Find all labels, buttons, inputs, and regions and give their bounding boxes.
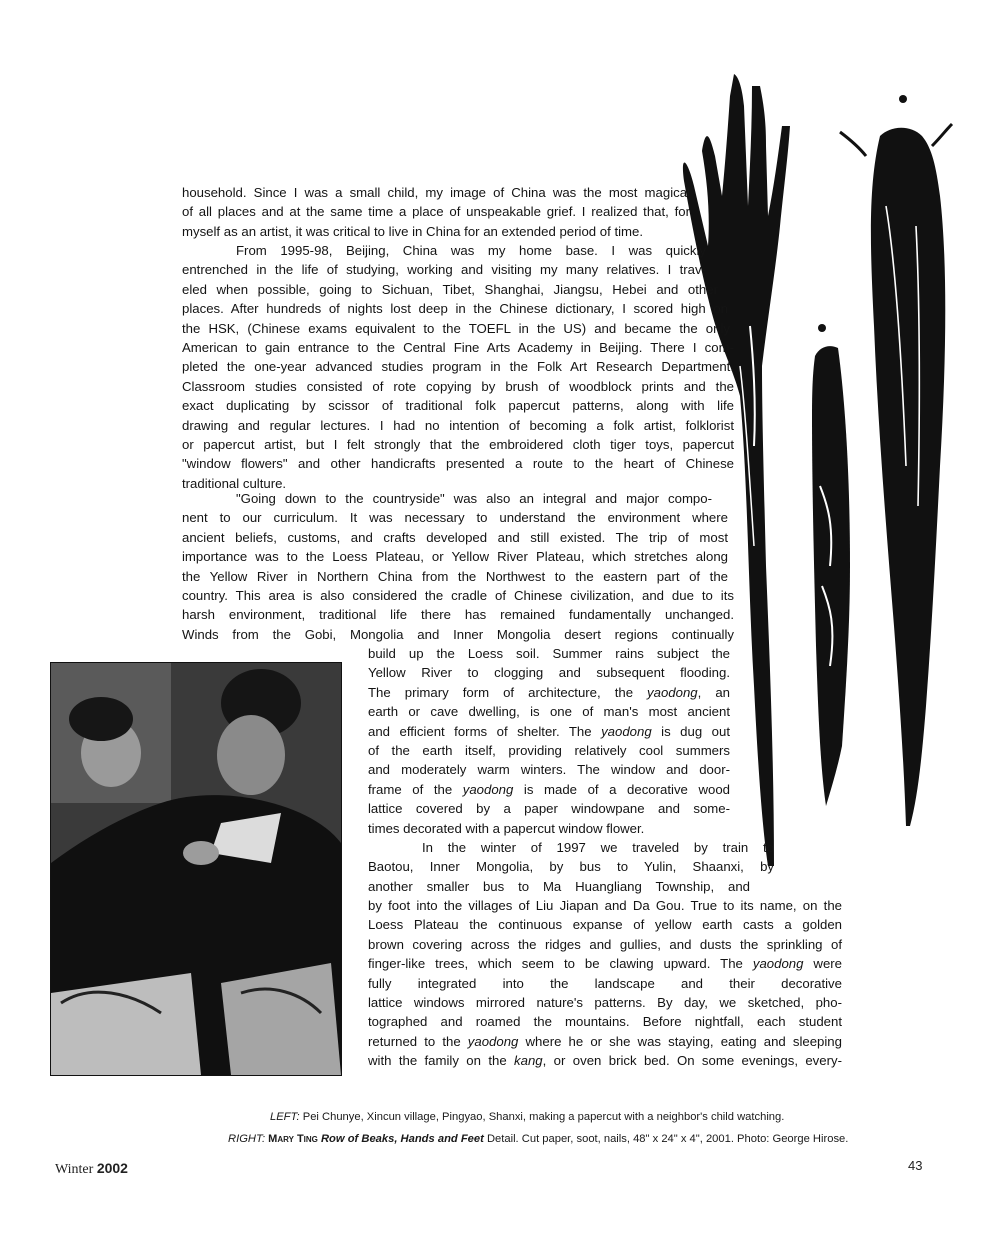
text-line: by foot into the villages of Liu Jiapan and Da Gou. True to its name, on the	[368, 898, 842, 913]
text-line: Classroom studies consisted of rote copying by brush of woodblock prints and the	[182, 378, 734, 394]
issue-label	[55, 1160, 128, 1178]
page-number: 43	[908, 1158, 923, 1173]
text-line: and moderately warm winters. The window and door-	[368, 762, 730, 778]
text-line: drawing and regular lectures. I had no intention of becoming a folk artist, folklorist	[182, 417, 734, 433]
text-line: pleted the one-year advanced studies program in the Folk Art Research Department.	[182, 359, 734, 375]
issue-season: Winter	[55, 1162, 94, 1177]
text-line: The primary form of architecture, the yaodong, an	[368, 684, 731, 700]
text-line: "window flowers" and other handicrafts presented a route to the heart of Chinese	[182, 456, 734, 472]
caption-right-title: Row of Beaks, Hands and Feet	[320, 1133, 484, 1145]
text-line: myself as an artist, it was critical to live in China for an extended period of time.	[182, 223, 644, 239]
papercut-beak-figure	[812, 324, 850, 806]
text-line: From 1995-98, Beijing, China was my home base. I was quickly	[236, 243, 706, 258]
caption-left	[270, 1111, 784, 1123]
text-line: traditional culture.	[182, 475, 287, 491]
caption-right-lead: RIGHT:	[228, 1133, 266, 1145]
text-line: the HSK, (Chinese exams equivalent to the TOEFL in the US) and became the only	[182, 320, 730, 336]
text-line: earth or cave dwelling, is one of man's most ancient	[368, 704, 730, 720]
text-line: Yellow River to clogging and subsequent flooding.	[368, 665, 730, 681]
text-line: ancient beliefs, customs, and crafts developed and still existed. The trip of most	[182, 529, 728, 545]
text-line: fully integrated into the landscape and their decorative	[368, 975, 842, 991]
text-line: nent to our curriculum. It was necessary to understand the environment where	[182, 510, 728, 526]
text-line: "Going down to the countryside" was also an integral and major compo-	[236, 491, 712, 506]
text-line: country. This area is also considered the cradle of Chinese civilization, and due to its	[182, 588, 734, 604]
text-line: In the winter of 1997 we traveled by train to	[422, 840, 774, 855]
text-line: or papercut artist, but I felt strongly that the embroidered cloth tiger toys, papercut	[182, 437, 734, 453]
photo-image	[51, 663, 341, 1075]
text-line: Loess Plateau the continuous expanse of yellow earth casts a golden	[368, 917, 842, 933]
text-line: Baotou, Inner Mongolia, by bus to Yulin, Shaanxi, by	[368, 859, 774, 875]
text-line: Winds from the Gobi, Mongolia and Inner Mongolia desert regions continually	[182, 626, 734, 642]
photo-papercut-artist	[50, 662, 342, 1076]
text-line: the Yellow River in Northern China from the Northwest to the eastern part of the	[182, 568, 728, 584]
text-line: lattice covered by a paper windowpane and some-	[368, 801, 730, 817]
text-line: frame of the yaodong is made of a decorative wood	[368, 781, 730, 797]
papercut-foot-figure	[840, 95, 952, 826]
paragraph-4-continued	[368, 896, 842, 1071]
paragraph-3	[182, 489, 734, 644]
text-line: places. After hundreds of nights lost deep in the Chinese dictionary, I scored high on	[182, 301, 728, 317]
issue-year: 2002	[96, 1160, 128, 1176]
paragraph-2	[182, 241, 734, 493]
text-line: another smaller bus to Ma Huangliang Township, and	[368, 878, 750, 894]
text-line: importance was to the Loess Plateau, or Yellow River Plateau, which stretches along	[182, 549, 728, 565]
caption-right	[228, 1133, 848, 1145]
text-line: times decorated with a papercut window flower.	[368, 820, 645, 836]
paragraph-1	[182, 183, 690, 241]
caption-left-text: Pei Chunye, Xincun village, Pingyao, Shanxi, making a papercut with a neighbor's child watching.	[299, 1111, 785, 1123]
text-line: returned to the yaodong where he or she was staying, eating and sleeping	[368, 1033, 842, 1049]
caption-right-artist: Mary Ting	[265, 1133, 321, 1145]
text-line: tographed and roamed the mountains. Before nightfall, each student	[368, 1014, 842, 1030]
text-line: lattice windows mirrored nature's patterns. By day, we sketched, pho-	[368, 995, 842, 1011]
caption-right-text: Detail. Cut paper, soot, nails, 48" x 24" x 4", 2001. Photo: George Hirose.	[483, 1133, 849, 1145]
caption-left-lead: LEFT:	[270, 1111, 300, 1123]
text-line: harsh environment, traditional life there has remained fundamentally unchanged.	[182, 607, 734, 623]
text-line: entrenched in the life of studying, working and visiting my many relatives. I trav-	[182, 262, 706, 278]
text-line: build up the Loess soil. Summer rains subject the	[368, 646, 730, 661]
paragraph-4	[368, 838, 774, 896]
text-line: of all places and at the same time a place of unspeakable grief. I realized that, for	[182, 204, 690, 220]
text-line: and efficient forms of shelter. The yaodong is dug out	[368, 723, 730, 739]
text-line: exact duplicating by scissor of traditional folk papercut patterns, along with life	[182, 398, 734, 414]
text-line: with the family on the kang, or oven brick bed. On some evenings, every-	[368, 1053, 842, 1069]
text-line: eled when possible, going to Sichuan, Tibet, Shanghai, Jiangsu, Hebei and other	[182, 281, 718, 297]
text-line: finger-like trees, which seem to be clawing upward. The yaodong were	[368, 956, 843, 972]
paragraph-3-continued	[368, 644, 736, 838]
text-line: of the earth itself, providing relatively cool summers	[368, 743, 730, 759]
text-line: brown covering across the ridges and gullies, and dusts the sprinkling of	[368, 936, 842, 952]
text-line: household. Since I was a small child, my image of China was the most magical	[182, 185, 690, 200]
text-line: American to gain entrance to the Central Fine Arts Academy in Beijing. There I com-	[182, 340, 734, 356]
